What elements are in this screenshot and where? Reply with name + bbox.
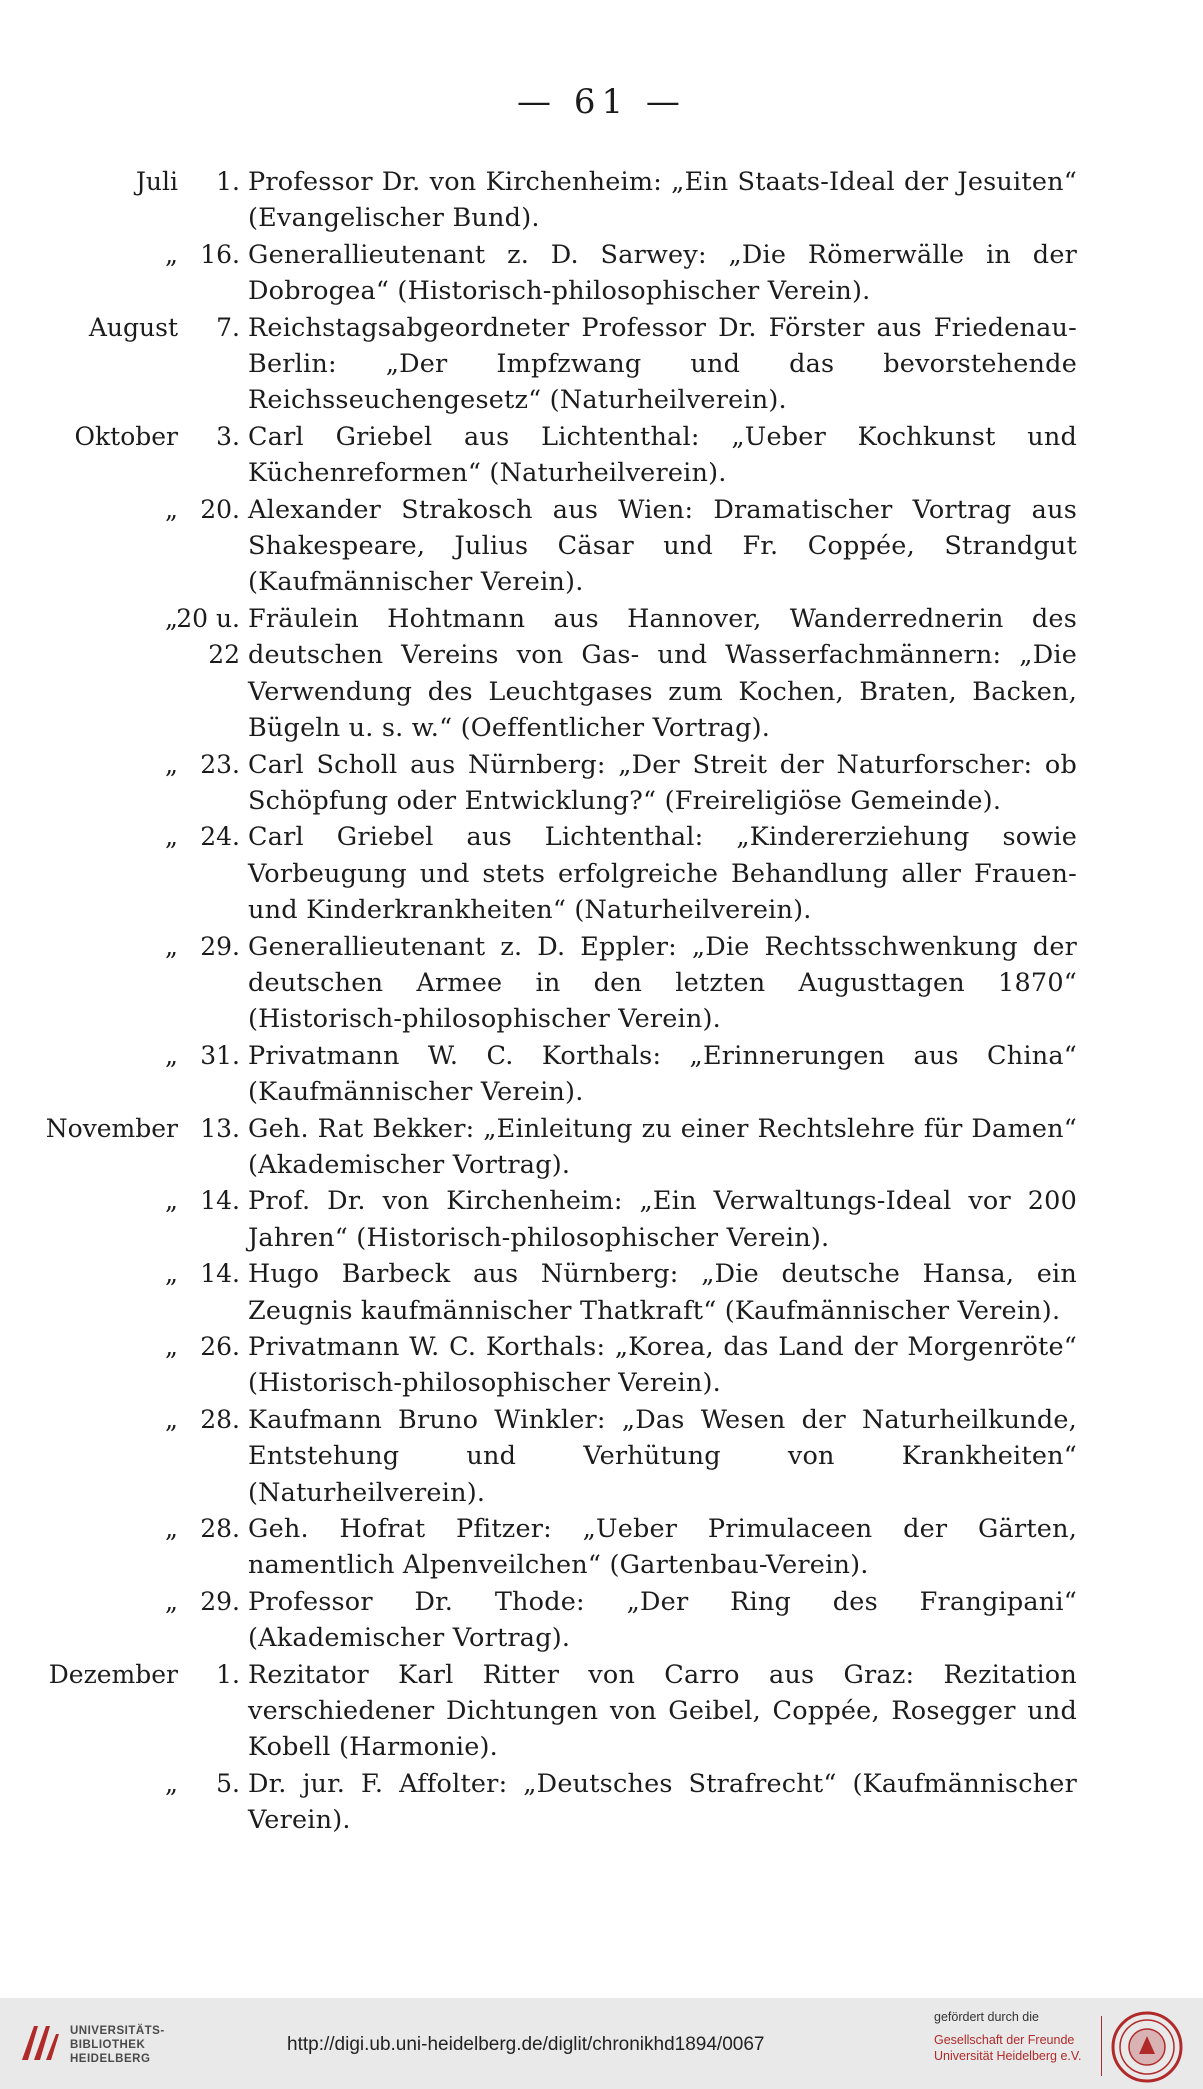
entry-day: 16. bbox=[200, 239, 240, 269]
entry-day: 1. bbox=[216, 167, 240, 196]
entry-day: 26. bbox=[200, 1332, 240, 1361]
library-logo-icon bbox=[14, 2020, 64, 2070]
entry-day: 1. bbox=[216, 1659, 240, 1689]
chronicle-entry bbox=[0, 819, 1203, 928]
entry-month: „ bbox=[165, 1404, 178, 1434]
entry-day: 14. bbox=[200, 1186, 240, 1216]
footer-divider bbox=[1101, 2016, 1102, 2076]
entry-day: 20 u. 22 bbox=[176, 603, 240, 669]
entry-month: „ bbox=[165, 494, 178, 524]
sponsor-name: Gesellschaft der Freunde Universität Heidelberg e.V. bbox=[934, 2033, 1082, 2063]
entry-month: „ bbox=[165, 603, 178, 633]
entry-day: 29. bbox=[200, 1586, 240, 1616]
page-number: — 61 — bbox=[517, 82, 686, 122]
footer-bar bbox=[0, 1998, 1203, 2089]
entry-text: Prof. Dr. von Kirchenheim: „Ein Verwaltungs-Ideal vor 200 Jahren“ (Historisch-philosophischer Verein). bbox=[248, 1186, 1077, 1253]
chronicle-entry bbox=[0, 1256, 1203, 1329]
entry-month: „ bbox=[165, 749, 178, 779]
entry-text: Privatmann W. C. Korthals: „Korea, das Land der Morgenröte“ (Historisch-philosophischer Verein). bbox=[248, 1332, 1077, 1399]
entry-day: 14. bbox=[200, 1259, 240, 1289]
chronicle-entry bbox=[0, 929, 1203, 1038]
entry-day: 13. bbox=[200, 1113, 240, 1143]
entry-month: „ bbox=[165, 1259, 178, 1289]
entry-month: „ bbox=[165, 931, 178, 961]
entry-month: „ bbox=[165, 1514, 178, 1544]
entry-text: Generallieutenant z. D. Sarwey: „Die Römerwälle in der Dobrogea“ (Historisch-philosophischer Verein). bbox=[248, 239, 1077, 307]
entry-month: „ bbox=[165, 1040, 178, 1070]
entry-text: Hugo Barbeck aus Nürnberg: „Die deutsche Hansa, ein Zeugnis kaufmännischer Thatkraft“ (Kaufmännischer Verein). bbox=[248, 1259, 1077, 1326]
entry-text: Geh. Hofrat Pfitzer: „Ueber Primulaceen der Gärten, namentlich Alpenveilchen“ (Gartenbau-Verein). bbox=[248, 1514, 1077, 1581]
chronicle-entry bbox=[0, 1183, 1203, 1256]
entry-text: Geh. Rat Bekker: „Einleitung zu einer Rechtslehre für Damen“ (Akademischer Vortrag). bbox=[248, 1113, 1077, 1180]
entry-text: Rezitator Karl Ritter von Carro aus Graz: Rezitation verschiedener Dichtungen von Geibel, Coppée, Rosegger und Kobell (Harmonie). bbox=[248, 1659, 1077, 1763]
entry-month: „ bbox=[165, 1586, 178, 1616]
entry-text: Professor Dr. von Kirchenheim: „Ein Staats-Ideal der Jesuiten“ (Evangelischer Bund). bbox=[248, 167, 1077, 234]
entry-text: Professor Dr. Thode: „Der Ring des Frangipani“ (Akademischer Vortrag). bbox=[248, 1586, 1077, 1654]
entry-day: 5. bbox=[216, 1768, 240, 1798]
entry-month: Dezember bbox=[48, 1659, 178, 1689]
chronicle-entry bbox=[0, 1766, 1203, 1839]
chronicle-entry bbox=[0, 1038, 1203, 1111]
entry-month: „ bbox=[165, 239, 178, 269]
chronicle-entry bbox=[0, 1111, 1203, 1184]
entry-text: Carl Griebel aus Lichtenthal: „Ueber Kochkunst und Küchenreformen“ (Naturheilverein). bbox=[248, 421, 1077, 489]
chronicle-entry bbox=[0, 419, 1203, 492]
chronicle-entry bbox=[0, 164, 1203, 237]
entry-month: November bbox=[45, 1113, 178, 1143]
entry-day: 3. bbox=[216, 421, 240, 451]
university-seal-icon bbox=[1110, 2010, 1184, 2084]
entry-day: 29. bbox=[200, 931, 240, 961]
chronicle-entry bbox=[0, 310, 1203, 419]
entry-month: Juli bbox=[135, 167, 178, 196]
entry-day: 31. bbox=[200, 1040, 240, 1070]
chronicle-entry bbox=[0, 601, 1203, 747]
chronicle-entry bbox=[0, 1329, 1203, 1402]
entry-text: Fräulein Hohtmann aus Hannover, Wanderrednerin des deutschen Vereins von Gas- und Wasserfachmännern: „Die Verwendung des Leuchtgases zum Kochen, Braten, Backen, Bügeln u. s. w.“ (Oeffentlicher Vortrag). bbox=[248, 603, 1077, 744]
entry-day: 23. bbox=[200, 749, 240, 779]
chronicle-entry bbox=[0, 1584, 1203, 1657]
entry-month: August bbox=[88, 312, 178, 342]
entry-text: Carl Scholl aus Nürnberg: „Der Streit der Naturforscher: ob Schöpfung oder Entwicklung?“ (Freireligiöse Gemeinde). bbox=[248, 749, 1077, 816]
library-name: UNIVERSITÄTS- BIBLIOTHEK HEIDELBERG bbox=[70, 2025, 165, 2065]
entry-day: 24. bbox=[200, 822, 240, 852]
entry-text: Reichstagsabgeordneter Professor Dr. Förster aus Friedenau-Berlin: „Der Impfzwang und das bevorstehende Reichsseuchengesetz“ (Naturheilverein). bbox=[248, 312, 1077, 416]
chronicle-entry bbox=[0, 1402, 1203, 1511]
sponsor-label: gefördert durch die bbox=[934, 2010, 1039, 2024]
chronicle-entry-list bbox=[0, 164, 1203, 1839]
chronicle-entry bbox=[0, 1511, 1203, 1584]
entry-text: Privatmann W. C. Korthals: „Erinnerungen aus China“ (Kaufmännischer Verein). bbox=[248, 1040, 1077, 1108]
entry-month: „ bbox=[165, 1186, 178, 1216]
entry-month: „ bbox=[165, 822, 178, 852]
entry-text: Alexander Strakosch aus Wien: Dramatischer Vortrag aus Shakespeare, Julius Cäsar und Fr. Coppée, Strandgut (Kaufmännischer Verein). bbox=[248, 494, 1077, 598]
entry-day: 7. bbox=[216, 312, 240, 342]
entry-text: Generallieutenant z. D. Eppler: „Die Rechtsschwenkung der deutschen Armee in den letzten Augusttagen 1870“ (Historisch-philosophischer Verein). bbox=[248, 931, 1077, 1035]
chronicle-entry bbox=[0, 237, 1203, 310]
chronicle-entry bbox=[0, 747, 1203, 820]
chronicle-entry bbox=[0, 1657, 1203, 1766]
entry-day: 28. bbox=[200, 1514, 240, 1544]
entry-month: Oktober bbox=[74, 421, 178, 451]
entry-text: Carl Griebel aus Lichtenthal: „Kindererziehung sowie Vorbeugung und stets erfolgreiche Behandlung aller Frauen- und Kinderkrankheiten“ (Naturheilverein). bbox=[248, 822, 1077, 926]
entry-day: 28. bbox=[200, 1404, 240, 1434]
entry-month: „ bbox=[165, 1332, 178, 1361]
entry-day: 20. bbox=[200, 494, 240, 524]
entry-text: Kaufmann Bruno Winkler: „Das Wesen der Naturheilkunde, Entstehung und Verhütung von Krankheiten“ (Naturheilverein). bbox=[248, 1404, 1077, 1508]
entry-text: Dr. jur. F. Affolter: „Deutsches Strafrecht“ (Kaufmännischer Verein). bbox=[248, 1768, 1077, 1836]
entry-month: „ bbox=[165, 1768, 178, 1798]
chronicle-entry bbox=[0, 492, 1203, 601]
source-url-link[interactable]: http://digi.ub.uni-heidelberg.de/diglit/chronikhd1894/0067 bbox=[287, 2034, 765, 2055]
